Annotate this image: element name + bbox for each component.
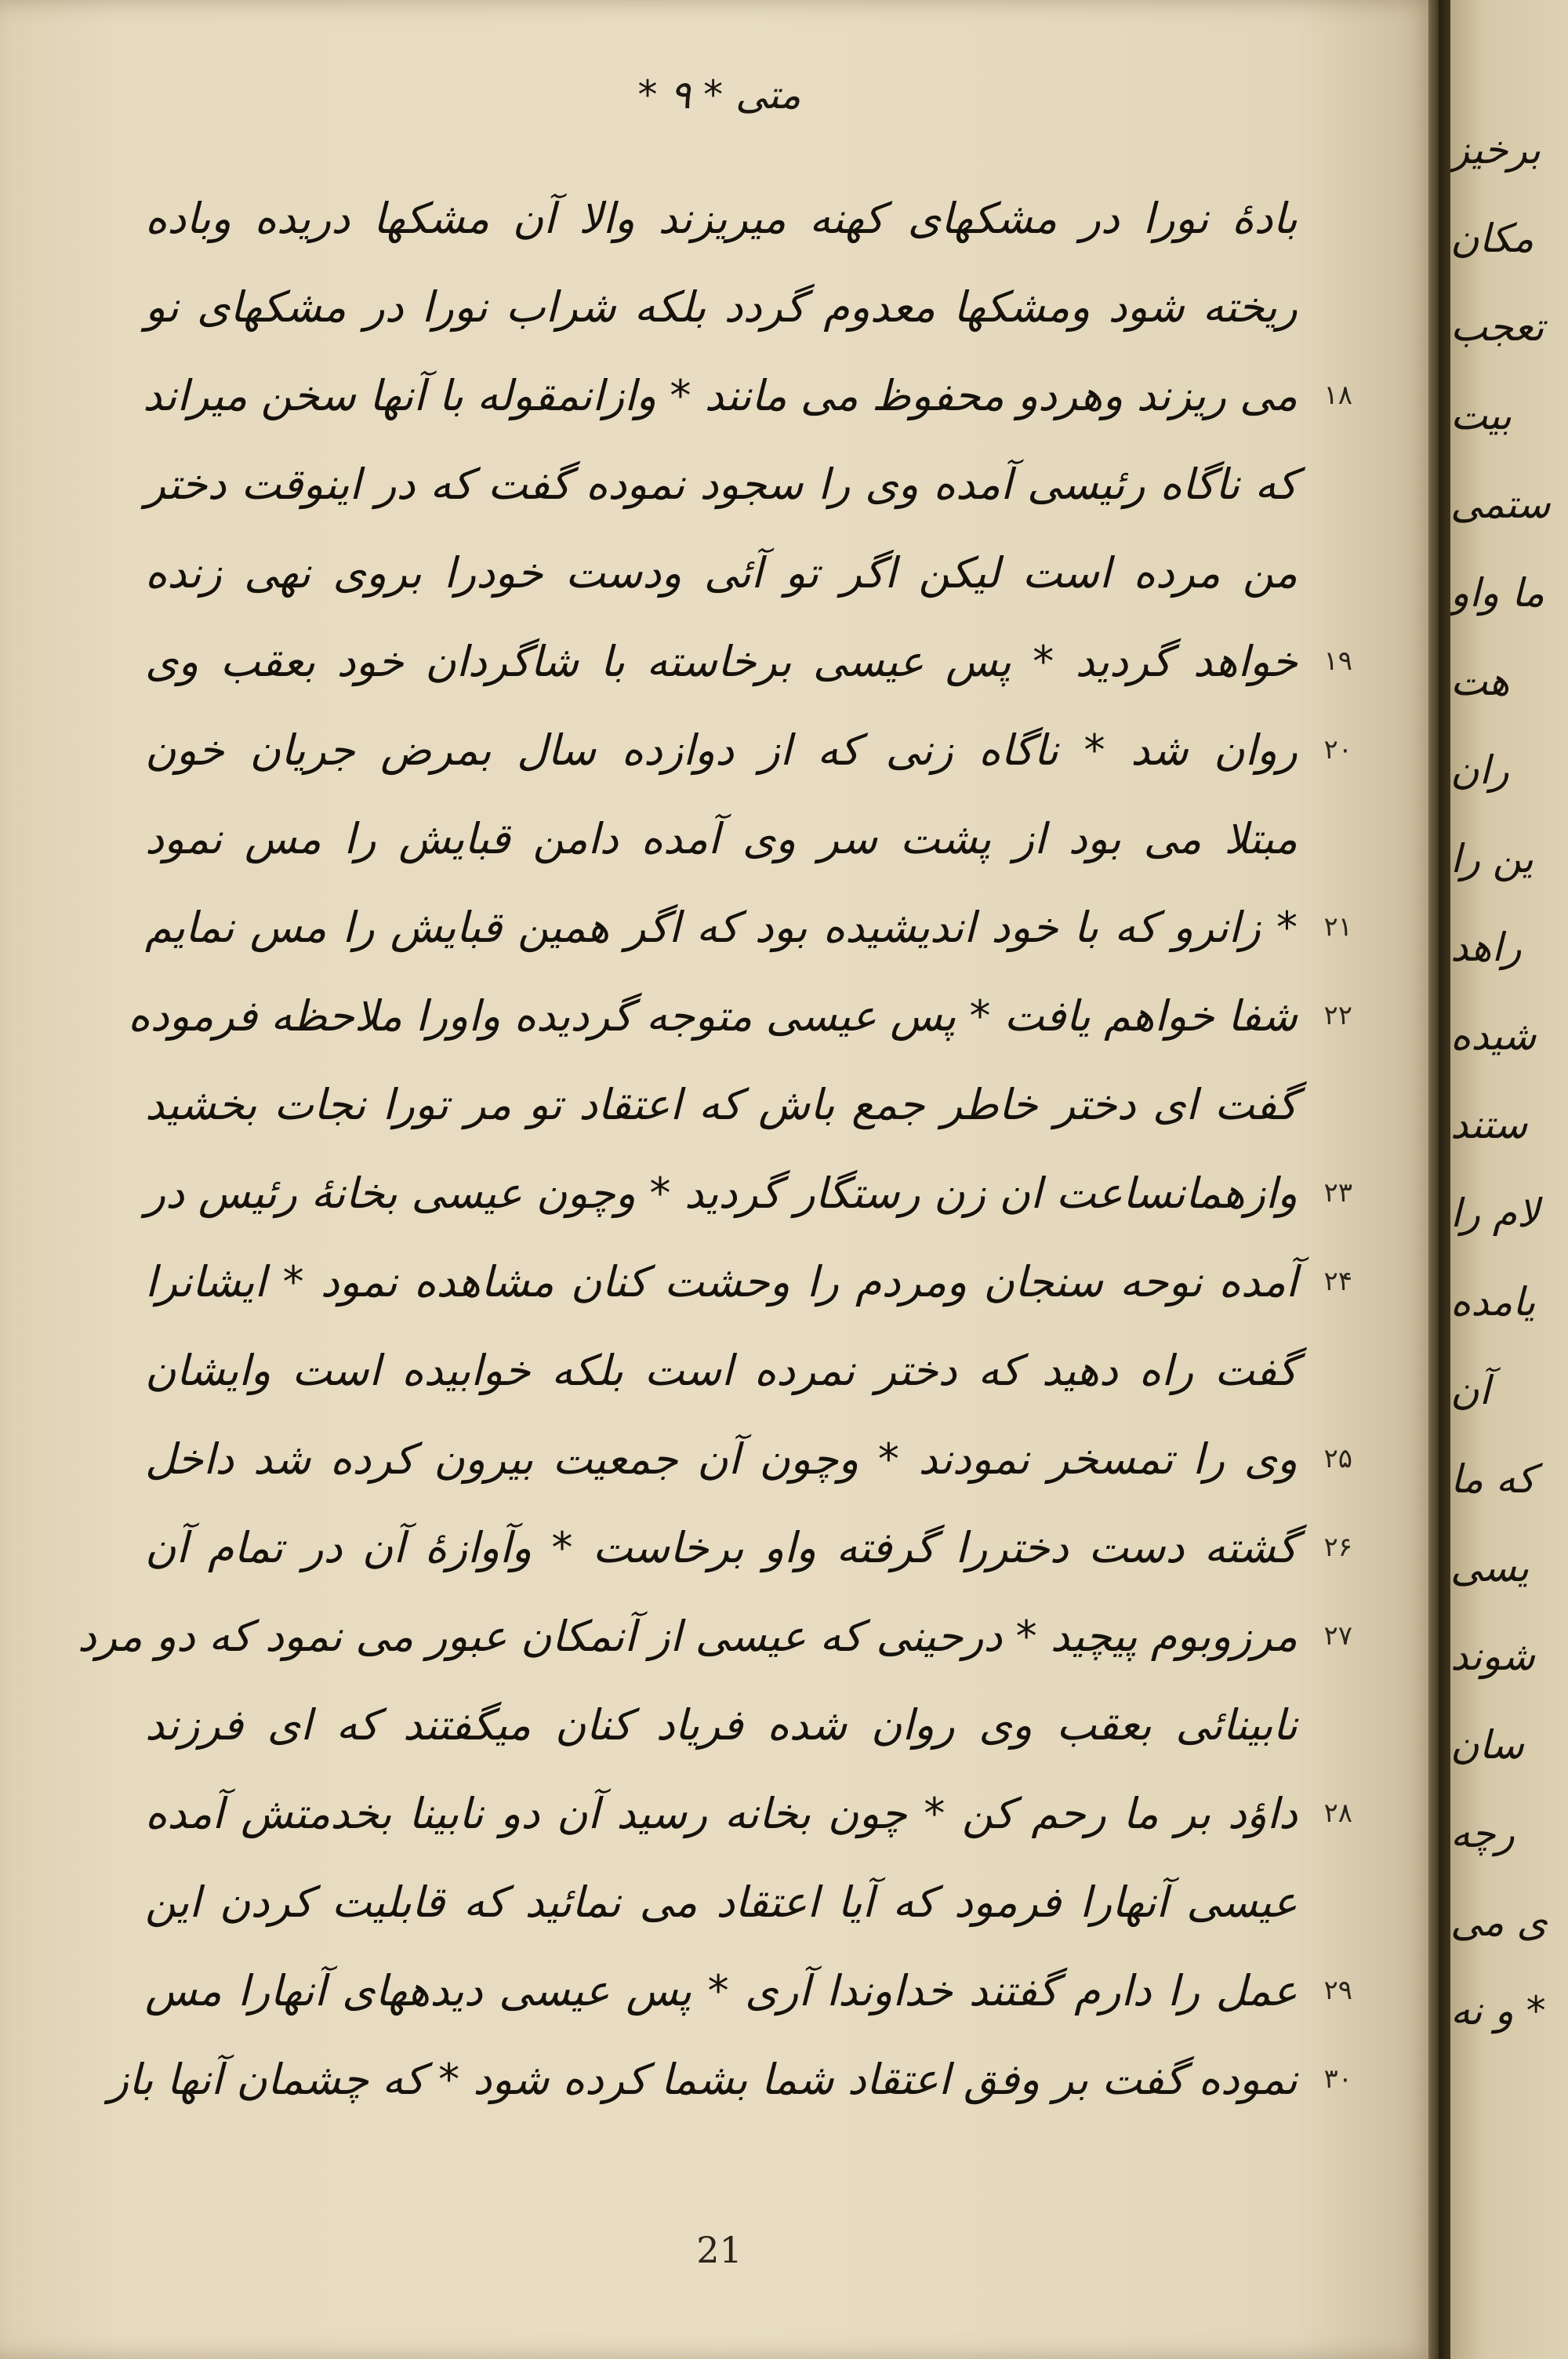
fragment-text: * و نه xyxy=(1450,1988,1546,2034)
line-text: می ریزند وهردو محفوظ می مانند * وازانمقوله با آنها سخن میراند xyxy=(143,371,1298,420)
line-text: داؤد بر ما رحم کن * چون بخانه رسید آن دو نابینا بخدمتش آمده xyxy=(145,1789,1298,1838)
line-text: که ناگاه رئیسی آمده وی را سجود نموده گفت که در اینوقت دختر xyxy=(145,460,1298,509)
fragment-line xyxy=(1450,726,1568,815)
line-text: من مرده است لیکن اگر تو آئی ودست خودرا بروی نهی زنده xyxy=(145,548,1298,598)
verse-number: ۳۰ xyxy=(1323,2063,1352,2095)
text-line xyxy=(145,617,1352,706)
text-line xyxy=(145,1769,1352,1858)
fragment-line xyxy=(1450,1790,1568,1878)
page-body xyxy=(77,174,1352,2124)
fragment-text: رچه xyxy=(1450,1811,1515,1856)
verse-number: ۲۴ xyxy=(1323,1266,1352,1297)
line-text: وی را تمسخر نمودند * وچون آن جمعیت بیرون کرده شد داخل xyxy=(145,1434,1298,1484)
fragment-line xyxy=(1450,638,1568,726)
line-text: نموده گفت بر وفق اعتقاد شما بشما کرده شود * که چشمان آنها باز xyxy=(107,2055,1298,2104)
fragment-line xyxy=(1450,1347,1568,1435)
text-line xyxy=(145,1238,1352,1326)
fragment-text: راهد xyxy=(1450,925,1522,970)
fragment-line xyxy=(1450,1967,1568,2055)
page-number: 21 xyxy=(696,2229,742,2271)
verse-number: ۲۵ xyxy=(1323,1443,1352,1474)
text-line xyxy=(128,972,1352,1060)
text-line xyxy=(145,1503,1352,1592)
fragment-text: که ما xyxy=(1450,1456,1536,1502)
line-text: مبتلا می بود از پشت سر وی آمده دامن قبایش را مس نمود xyxy=(145,814,1298,863)
fragment-line xyxy=(1450,992,1568,1081)
fragment-text: هت xyxy=(1450,659,1510,704)
fragment-text: یسی xyxy=(1450,1545,1530,1590)
line-text: بادهٔ نورا در مشکهای کهنه میریزند والا آن مشکها دریده وباده xyxy=(145,194,1298,243)
text-line xyxy=(143,351,1352,440)
line-text: نابینائی بعقب وی روان شده فریاد کنان میگفتند که ای فرزند xyxy=(145,1700,1298,1750)
fragment-text: ستمی xyxy=(1450,482,1551,527)
fragment-text: بیت xyxy=(1450,393,1512,438)
text-line xyxy=(145,529,1298,617)
verse-number: ۱۹ xyxy=(1323,645,1352,677)
text-line xyxy=(145,1149,1352,1238)
verse-number: ۲۷ xyxy=(1323,1620,1352,1652)
text-line xyxy=(145,1326,1298,1415)
text-line xyxy=(145,794,1298,883)
fragment-text: آن xyxy=(1450,1368,1490,1413)
line-text: ریخته شود ومشکها معدوم گردد بلکه شراب نورا در مشکهای نو xyxy=(145,282,1298,332)
verse-number: ۲۱ xyxy=(1323,911,1352,943)
verse-number: ۲۰ xyxy=(1323,734,1352,765)
fragment-line xyxy=(1450,372,1568,460)
fragment-text: برخیز xyxy=(1450,127,1541,173)
text-line xyxy=(145,706,1352,794)
line-text: شفا خواهم یافت * پس عیسی متوجه گردیده واورا ملاحظه فرموده xyxy=(128,991,1298,1041)
fragment-text: مکان xyxy=(1450,216,1534,261)
text-line xyxy=(145,174,1298,263)
verse-number: ۲۳ xyxy=(1323,1177,1352,1209)
line-text: مرزوبوم پیچید * درحینی که عیسی از آنمکان عبور می نمود که دو مرد xyxy=(77,1612,1298,1661)
fragment-text: شیده xyxy=(1450,1013,1537,1059)
line-text: خواهد گردید * پس عیسی برخاسته با شاگردان خود بعقب وی xyxy=(145,637,1298,686)
fragment-line xyxy=(1450,549,1568,638)
fragment-text: تعجب xyxy=(1450,304,1544,350)
fragment-line xyxy=(1450,1524,1568,1612)
text-line xyxy=(145,1858,1298,1946)
fragment-text: شوند xyxy=(1450,1634,1535,1679)
text-line xyxy=(77,1592,1352,1681)
book-gutter xyxy=(1428,0,1452,2359)
fragment-line xyxy=(1450,194,1568,283)
line-text: * زانرو که با خود اندیشیده بود که اگر همین قبایش را مس نمایم xyxy=(145,903,1298,952)
fragment-text: یامده xyxy=(1450,1279,1536,1325)
fragment-text: سان xyxy=(1450,1722,1524,1768)
right-page-text xyxy=(1450,106,1568,2055)
verse-number: ۲۲ xyxy=(1323,1000,1352,1031)
running-head: متی * ۹ * xyxy=(637,72,801,118)
fragment-line xyxy=(1450,1169,1568,1258)
fragment-line xyxy=(1450,1258,1568,1347)
fragment-text: ران xyxy=(1450,747,1509,793)
fragment-text: ی می xyxy=(1450,1899,1548,1945)
fragment-line xyxy=(1450,1701,1568,1790)
line-text: عیسی آنهارا فرمود که آیا اعتقاد می نمائید که قابلیت کردن این xyxy=(145,1877,1298,1927)
fragment-line xyxy=(1450,460,1568,549)
verse-number: ۲۶ xyxy=(1323,1532,1352,1563)
fragment-text: ستند xyxy=(1450,1102,1528,1147)
fragment-line xyxy=(1450,1878,1568,1967)
verse-number: ۲۸ xyxy=(1323,1797,1352,1829)
fragment-text: لام را xyxy=(1450,1190,1540,1236)
fragment-text: ما واو xyxy=(1450,570,1545,616)
fragment-line xyxy=(1450,1435,1568,1524)
right-page-edge xyxy=(1450,0,1568,2359)
line-text: عمل را دارم گفتند خداوندا آری * پس عیسی دیدههای آنهارا مس xyxy=(145,1966,1298,2016)
line-text: گشته دست دختررا گرفته واو برخاست * وآوازهٔ آن در تمام آن xyxy=(145,1523,1298,1572)
fragment-line xyxy=(1450,1612,1568,1701)
verse-number: ۱۸ xyxy=(1323,380,1352,411)
text-line xyxy=(145,440,1298,529)
text-line xyxy=(145,883,1352,972)
line-text: گفت راه دهید که دختر نمرده است بلکه خوابیده است وایشان xyxy=(145,1346,1298,1395)
fragment-line xyxy=(1450,815,1568,903)
fragment-text: ین را xyxy=(1450,836,1534,881)
fragment-line xyxy=(1450,1081,1568,1169)
line-text: گفت ای دختر خاطر جمع باش که اعتقاد تو مر تورا نجات بخشید xyxy=(145,1080,1298,1129)
text-line xyxy=(145,1415,1352,1503)
text-line xyxy=(107,2035,1352,2124)
fragment-line xyxy=(1450,903,1568,992)
text-line xyxy=(145,263,1298,351)
line-text: روان شد * ناگاه زنی که از دوازده سال بمرض جریان خون xyxy=(145,725,1298,775)
verse-number: ۲۹ xyxy=(1323,1975,1352,2006)
text-line xyxy=(145,1060,1298,1149)
line-text: آمده نوحه سنجان ومردم را وحشت کنان مشاهده نمود * ایشانرا xyxy=(145,1257,1298,1307)
text-line xyxy=(145,1681,1298,1769)
text-line xyxy=(145,1946,1352,2035)
fragment-line xyxy=(1450,283,1568,372)
line-text: وازهمانساعت ان زن رستگار گردید * وچون عیسی بخانهٔ رئیس در xyxy=(145,1169,1298,1218)
fragment-line xyxy=(1450,106,1568,194)
